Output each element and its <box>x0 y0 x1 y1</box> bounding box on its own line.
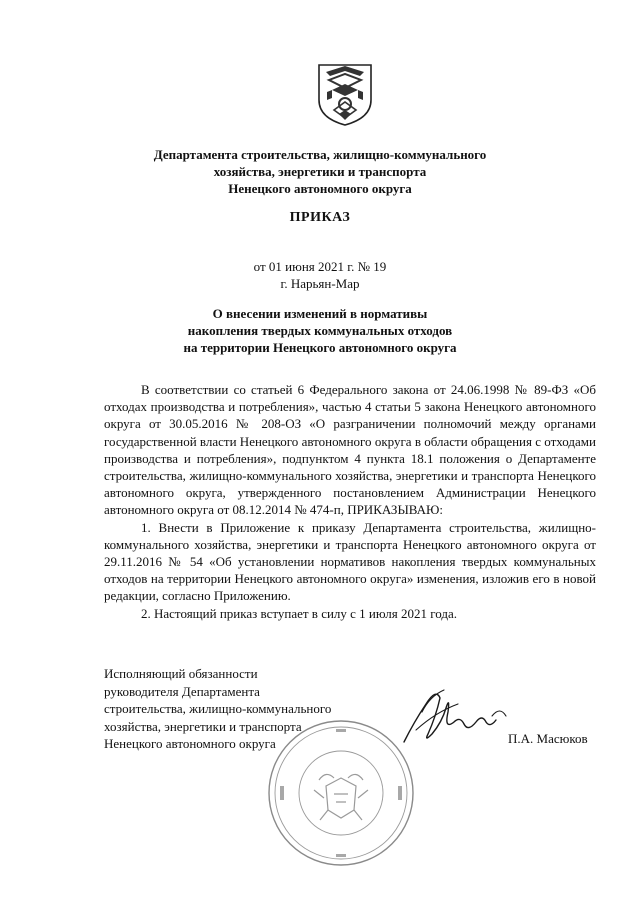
position-line: Исполняющий обязанности <box>104 666 258 681</box>
position-line: Ненецкого автономного округа <box>104 736 276 751</box>
position-line: руководителя Департамента <box>104 683 260 699</box>
department-line: Ненецкого автономного округа <box>228 181 412 196</box>
coat-of-arms-icon <box>316 62 374 128</box>
order-date-block <box>0 258 640 292</box>
order-date: от 01 июня 2021 г. № 19 <box>253 259 387 274</box>
subject-line: на территории Ненецкого автономного округа <box>183 340 457 355</box>
position-line: строительства, жилищно-коммунального <box>104 701 332 716</box>
signer-name: П.А. Масюков <box>508 731 588 746</box>
preamble-paragraph: В соответствии со статьей 6 Федерального закона от 24.06.1998 № 89-ФЗ «Об отходах производства и потребления», частью 4 статьи 5 закона Ненецкого автономного округа от 30.05.2016 № 208-ОЗ «О разграничении полномочий между органами государственной власти Ненецкого автономного округа в области обращения с отходами производства и потребления», подпунктом 4 пункта 18.1 положения о Департаменте строительства, жилищно-коммунального хозяйства, энергетики и транспорта Ненецкого автономного округа, утвержденного постановлением Администрации Ненецкого автономного округа от 08.12.2014 № 474-п, ПРИКАЗЫВАЮ: <box>104 382 596 518</box>
order-item-2: 2. Настоящий приказ вступает в силу с 1 июля 2021 года. <box>141 605 458 621</box>
official-stamp-icon <box>266 718 416 868</box>
department-name <box>0 146 640 197</box>
position-line: хозяйства, энергетики и транспорта <box>104 718 302 734</box>
order-subject <box>0 305 640 356</box>
order-place: г. Нарьян-Мар <box>280 276 360 291</box>
handwritten-signature-icon <box>396 682 516 754</box>
order-body <box>104 381 596 622</box>
subject-line: накопления твердых коммунальных отходов <box>187 323 453 338</box>
subject-line: О внесении изменений в нормативы <box>212 306 428 321</box>
document-type: ПРИКАЗ <box>289 210 351 225</box>
department-line: Департамента строительства, жилищно-коммунального <box>153 147 487 162</box>
order-item-1: 1. Внести в Приложение к приказу Департамента строительства, жилищно-коммунального хозяйства, энергетики и транспорта Ненецкого автономного округа от 29.11.2016 № 54 «Об установлении нормативов накопления твердых коммунальных отходов на территории Ненецкого автономного округа» изменения, изложив его в новой редакции, согласно Приложению. <box>104 519 596 604</box>
department-line: хозяйства, энергетики и транспорта <box>213 164 427 179</box>
